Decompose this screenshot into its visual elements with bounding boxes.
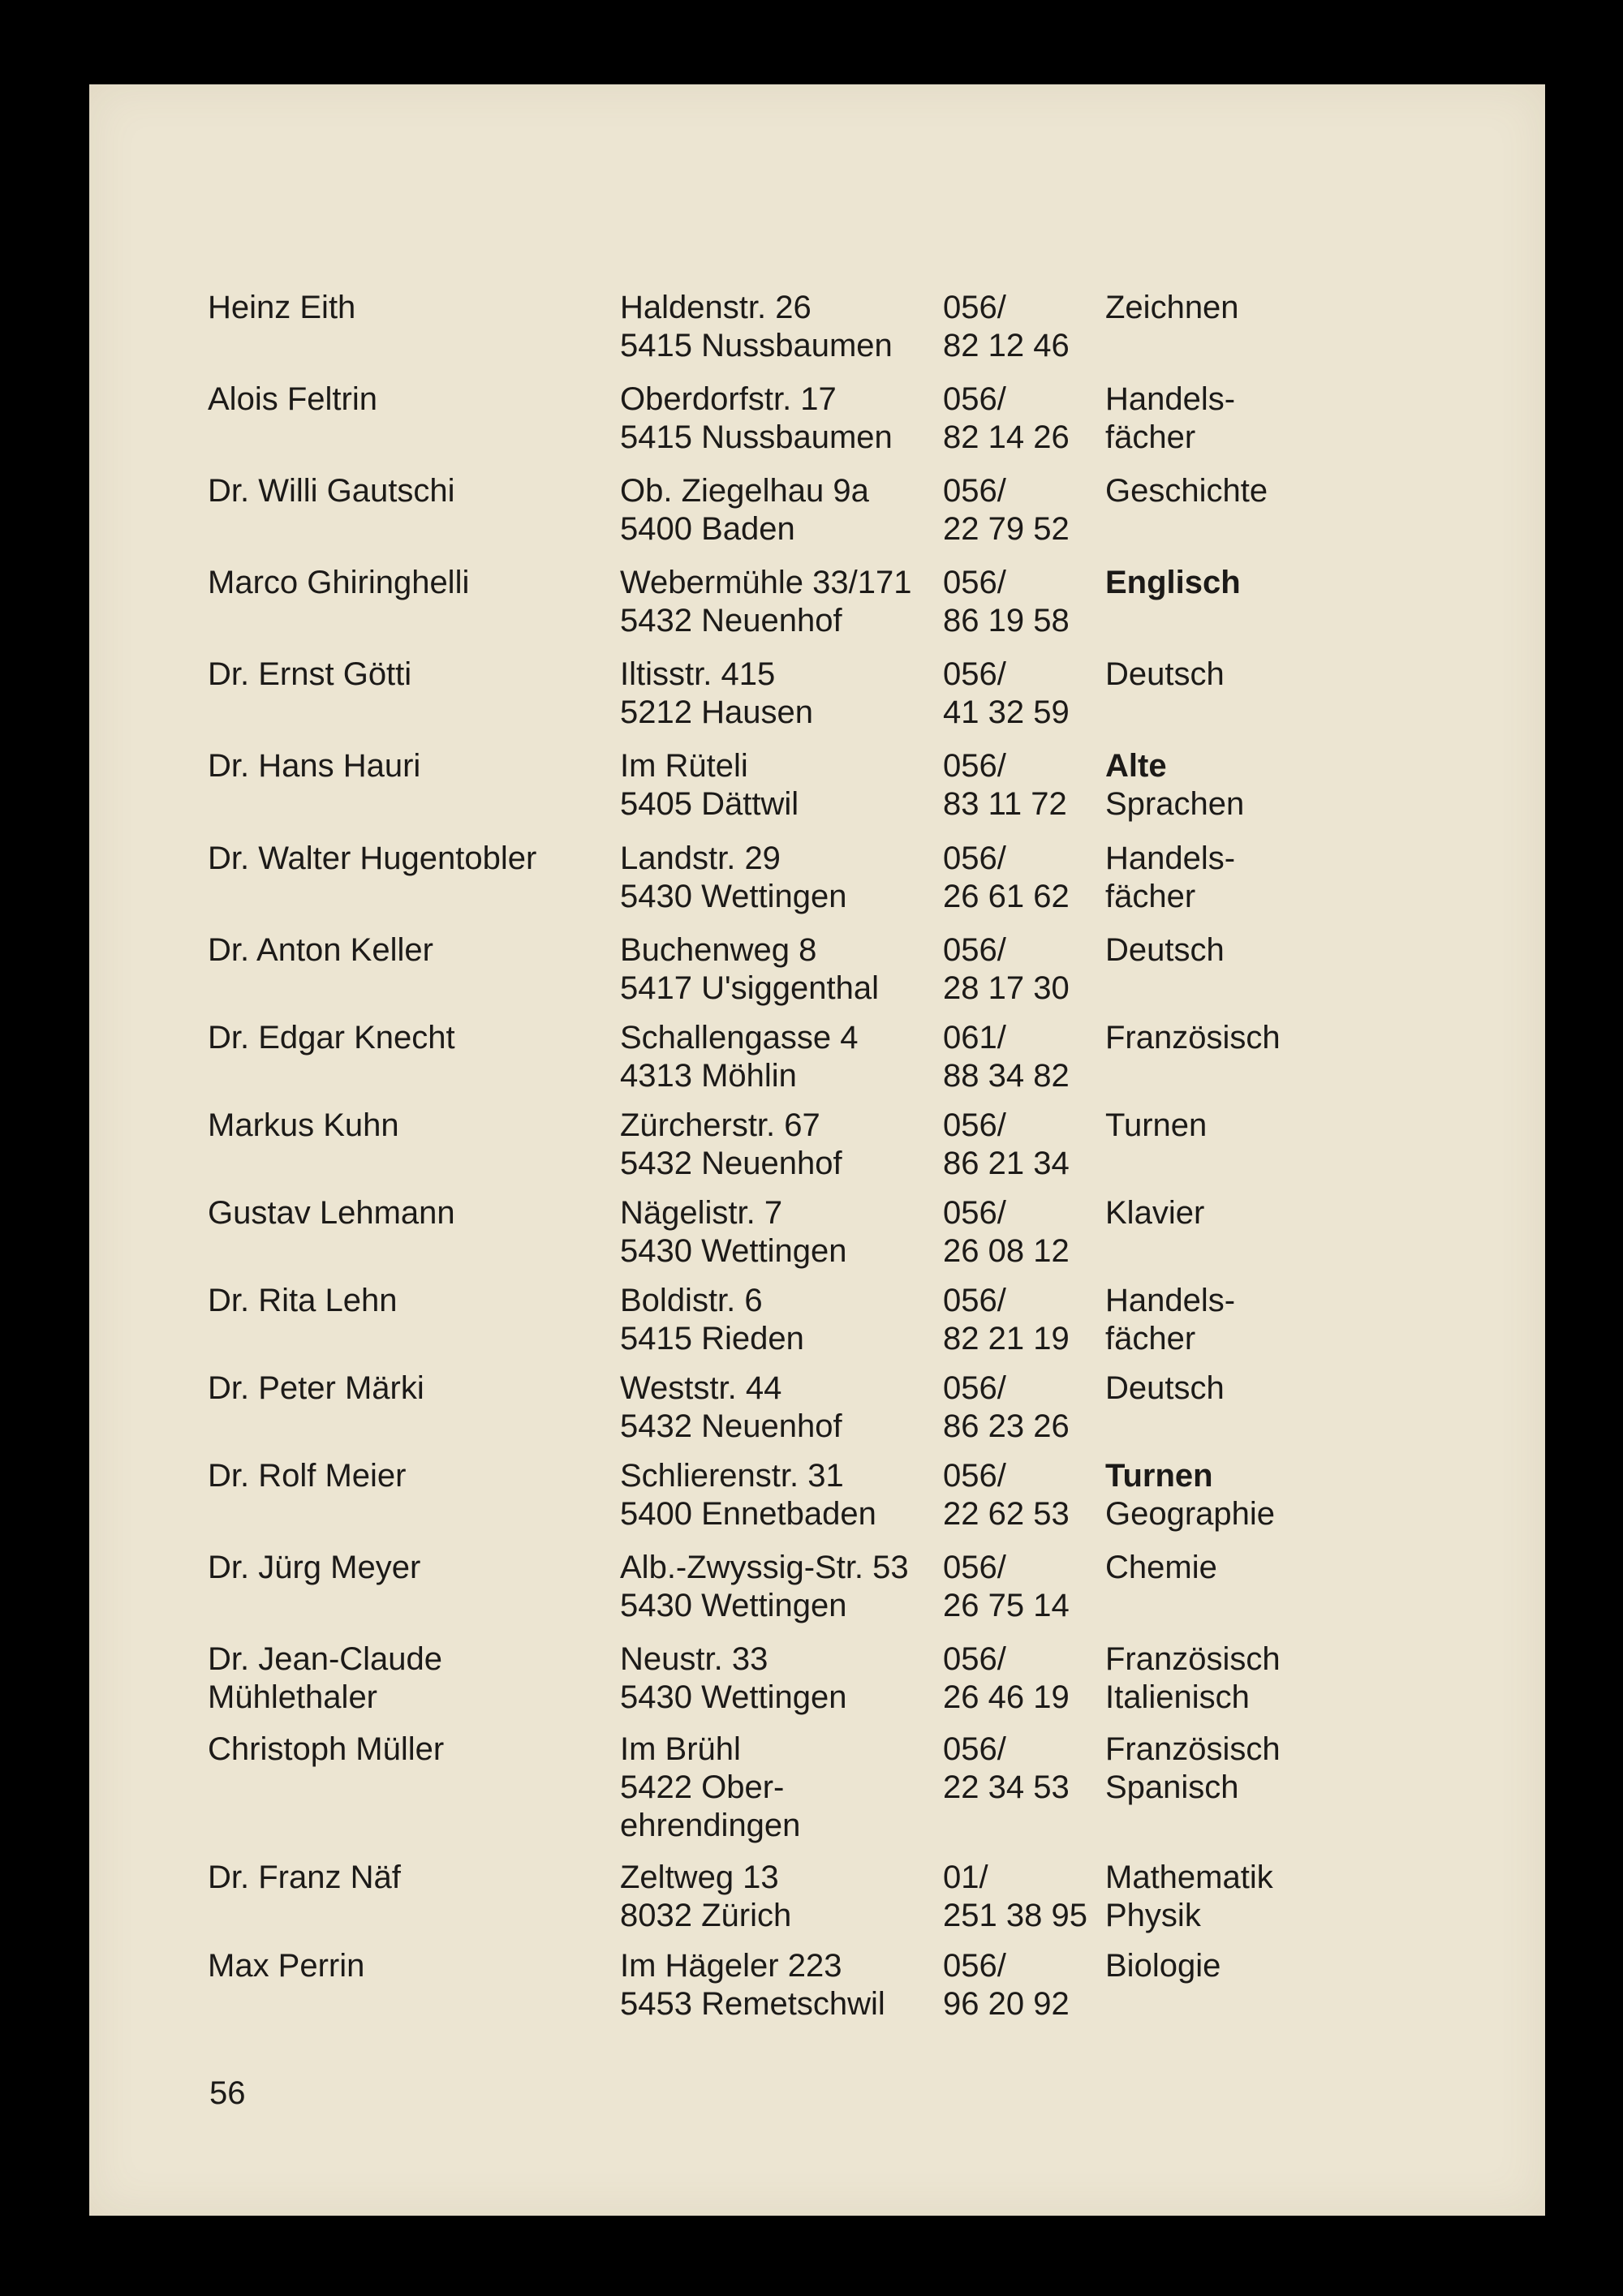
entry-address: [620, 1859, 791, 1935]
entry-phone-line: 056/: [943, 748, 1006, 784]
entry-subject-line: Sprachen: [1105, 786, 1245, 822]
entry-phone: [943, 747, 1067, 823]
entry-phone-line: 251 38 95: [943, 1898, 1087, 1933]
entry-phone-line: 056/: [943, 1370, 1006, 1406]
entry-phone-line: 82 14 26: [943, 419, 1070, 455]
entry-subject: [1105, 1107, 1207, 1145]
entry-address-line: Im Brühl: [620, 1731, 741, 1767]
entry-phone-line: 01/: [943, 1860, 988, 1895]
entry-subject-line: Französisch: [1105, 1731, 1281, 1767]
entry-name-line: Christoph Müller: [208, 1731, 445, 1767]
entry-phone-line: 056/: [943, 1107, 1006, 1143]
entry-address-line: Schlierenstr. 31: [620, 1458, 844, 1494]
entry-address-line: 8032 Zürich: [620, 1898, 792, 1933]
entry-name-line: Alois Feltrin: [208, 381, 377, 417]
entry-name-line: Dr. Jürg Meyer: [208, 1550, 421, 1585]
entry-phone-line: 056/: [943, 473, 1006, 509]
entry-address-line: 5417 U'siggenthal: [620, 970, 879, 1006]
entry-subject: [1105, 747, 1244, 823]
entry-name: [208, 1107, 399, 1145]
entry-subject-line: Handels-: [1105, 841, 1236, 876]
entry-phone-line: 056/: [943, 1283, 1006, 1318]
entry-name-line: Dr. Edgar Knecht: [208, 1020, 455, 1056]
entry-phone-line: 22 34 53: [943, 1769, 1070, 1805]
entry-subject: [1105, 1194, 1204, 1232]
entry-address-line: ehrendingen: [620, 1808, 801, 1843]
entry-address-line: Oberdorfstr. 17: [620, 381, 837, 417]
entry-name: [208, 1282, 397, 1320]
entry-subject-line: Physik: [1105, 1898, 1201, 1933]
entry-phone: [943, 1640, 1070, 1717]
entry-address-line: Webermühle 33/171: [620, 565, 912, 600]
entry-address-line: 5430 Wettingen: [620, 1588, 847, 1623]
entry-address-line: 5432 Neuenhof: [620, 1146, 842, 1181]
entry-address: [620, 1640, 846, 1717]
entry-subject-line: Deutsch: [1105, 1370, 1225, 1406]
entry-name: [208, 1369, 424, 1408]
entry-subject: [1105, 656, 1225, 694]
entry-subject-line: Geographie: [1105, 1496, 1276, 1532]
entry-phone-line: 056/: [943, 1641, 1006, 1677]
entry-subject: [1105, 1640, 1281, 1717]
entry-phone-line: 26 61 62: [943, 879, 1070, 914]
entry-address-line: 5430 Wettingen: [620, 1233, 847, 1269]
entry-name-line: Markus Kuhn: [208, 1107, 399, 1143]
entry-name-line: Marco Ghiringhelli: [208, 565, 470, 600]
entry-name: [208, 564, 469, 602]
entry-subject-line: Französisch: [1105, 1020, 1281, 1056]
entry-subject-line: Turnen: [1105, 1107, 1208, 1143]
entry-phone: [943, 840, 1070, 916]
entry-subject-line: Englisch: [1105, 565, 1241, 600]
entry-name-line: Gustav Lehmann: [208, 1195, 455, 1231]
entry-name-line: Dr. Rolf Meier: [208, 1458, 407, 1494]
entry-name: [208, 747, 420, 785]
entry-phone-line: 86 21 34: [943, 1146, 1070, 1181]
entry-phone-line: 056/: [943, 1731, 1006, 1767]
entry-name-line: Dr. Anton Keller: [208, 932, 433, 968]
entry-phone: [943, 564, 1070, 640]
entry-phone: [943, 1107, 1070, 1183]
entry-address-line: Schallengasse 4: [620, 1020, 859, 1056]
entry-phone-line: 056/: [943, 565, 1006, 600]
entry-phone-line: 056/: [943, 381, 1006, 417]
entry-phone-line: 83 11 72: [943, 786, 1067, 822]
entry-address: [620, 1282, 804, 1358]
entry-subject-line: fächer: [1105, 1321, 1196, 1357]
entry-address: [620, 1194, 846, 1271]
entry-name-line: Dr. Peter Märki: [208, 1370, 424, 1406]
entry-name: [208, 1640, 442, 1717]
entry-phone: [943, 656, 1070, 732]
entry-name-line: Mühlethaler: [208, 1679, 378, 1715]
entry-address: [620, 747, 799, 823]
entry-subject: [1105, 1019, 1281, 1057]
entry-phone: [943, 931, 1070, 1008]
entry-phone: [943, 1369, 1070, 1446]
entry-address: [620, 1731, 800, 1845]
entry-phone-line: 056/: [943, 1195, 1006, 1231]
entry-name-line: Max Perrin: [208, 1948, 365, 1984]
entry-subject: [1105, 1549, 1217, 1587]
entry-name: [208, 289, 355, 327]
entry-subject-line: Klavier: [1105, 1195, 1205, 1231]
entry-phone-line: 056/: [943, 656, 1006, 692]
entry-subject: [1105, 1282, 1235, 1358]
entry-address: [620, 656, 813, 732]
entry-phone: [943, 1859, 1087, 1935]
entry-name-line: Dr. Jean-Claude: [208, 1641, 443, 1677]
entry-address: [620, 381, 893, 457]
entry-name-line: Heinz Eith: [208, 290, 356, 325]
entry-subject-line: Spanisch: [1105, 1769, 1239, 1805]
entry-phone-line: 056/: [943, 290, 1006, 325]
entry-address: [620, 1457, 876, 1533]
entry-phone-line: 88 34 82: [943, 1058, 1070, 1094]
entry-subject: [1105, 931, 1225, 970]
entry-address-line: Weststr. 44: [620, 1370, 782, 1406]
entry-subject-line: Alte: [1105, 748, 1167, 784]
entry-name: [208, 931, 433, 970]
entry-phone: [943, 1282, 1070, 1358]
entry-phone: [943, 381, 1070, 457]
entry-phone-line: 96 20 92: [943, 1986, 1070, 2022]
entry-phone: [943, 1731, 1070, 1807]
entry-subject-line: Mathematik: [1105, 1860, 1273, 1895]
entry-phone-line: 056/: [943, 1458, 1006, 1494]
entry-address-line: Neustr. 33: [620, 1641, 768, 1677]
entry-subject: [1105, 564, 1241, 602]
entry-address-line: 5415 Rieden: [620, 1321, 804, 1357]
entry-subject: [1105, 1947, 1220, 1985]
entry-phone-line: 056/: [943, 841, 1006, 876]
entry-subject-line: fächer: [1105, 419, 1196, 455]
entry-phone: [943, 1457, 1070, 1533]
entry-subject: [1105, 1859, 1273, 1935]
entry-phone-line: 86 19 58: [943, 603, 1070, 638]
entry-address: [620, 1369, 842, 1446]
entry-address-line: 5422 Ober-: [620, 1769, 785, 1805]
entry-address: [620, 840, 846, 916]
entry-subject-line: Französisch: [1105, 1641, 1281, 1677]
entry-address-line: 5405 Dättwil: [620, 786, 799, 822]
entry-subject: [1105, 289, 1239, 327]
entry-address-line: Buchenweg 8: [620, 932, 817, 968]
entry-name: [208, 1731, 444, 1769]
entry-name: [208, 1457, 407, 1495]
entry-address-line: 5432 Neuenhof: [620, 603, 842, 638]
entry-address: [620, 1107, 842, 1183]
entry-subject-line: Deutsch: [1105, 656, 1225, 692]
entry-address-line: Ob. Ziegelhau 9a: [620, 473, 869, 509]
entry-name: [208, 1859, 401, 1897]
entry-address-line: 5400 Ennetbaden: [620, 1496, 876, 1532]
entry-subject-line: Chemie: [1105, 1550, 1217, 1585]
entry-address-line: Landstr. 29: [620, 841, 781, 876]
entry-address: [620, 1549, 909, 1625]
entry-phone-line: 061/: [943, 1020, 1006, 1056]
entry-address: [620, 931, 879, 1008]
entry-name: [208, 656, 411, 694]
entry-subject-line: Biologie: [1105, 1948, 1221, 1984]
entry-address-line: 5415 Nussbaumen: [620, 328, 893, 363]
entry-subject: [1105, 840, 1235, 916]
entry-subject: [1105, 1731, 1281, 1807]
entry-phone-line: 056/: [943, 932, 1006, 968]
entry-address-line: Nägelistr. 7: [620, 1195, 783, 1231]
entry-subject-line: Deutsch: [1105, 932, 1225, 968]
entry-phone-line: 86 23 26: [943, 1408, 1070, 1444]
entry-address-line: 5400 Baden: [620, 511, 795, 547]
entry-phone-line: 28 17 30: [943, 970, 1070, 1006]
entry-address-line: 4313 Möhlin: [620, 1058, 797, 1094]
entry-phone: [943, 1194, 1070, 1271]
entry-name-line: Dr. Walter Hugentobler: [208, 841, 537, 876]
entry-phone-line: 056/: [943, 1550, 1006, 1585]
directory-page: [89, 84, 1545, 2216]
entry-phone: [943, 289, 1070, 365]
entry-address-line: Zürcherstr. 67: [620, 1107, 820, 1143]
entry-subject-line: Zeichnen: [1105, 290, 1239, 325]
entry-address-line: Im Rüteli: [620, 748, 748, 784]
entry-name-line: Dr. Hans Hauri: [208, 748, 421, 784]
entry-phone-line: 26 08 12: [943, 1233, 1070, 1269]
entry-address-line: Haldenstr. 26: [620, 290, 812, 325]
page-number: 56: [209, 2075, 246, 2111]
entry-phone-line: 82 12 46: [943, 328, 1070, 363]
entry-name-line: Dr. Rita Lehn: [208, 1283, 398, 1318]
entry-subject: [1105, 472, 1268, 510]
entry-address-line: 5212 Hausen: [620, 694, 813, 730]
entry-address: [620, 289, 893, 365]
entry-address-line: Alb.-Zwyssig-Str. 53: [620, 1550, 909, 1585]
entry-address-line: 5415 Nussbaumen: [620, 419, 893, 455]
entry-name-line: Dr. Willi Gautschi: [208, 473, 455, 509]
entry-phone: [943, 472, 1070, 548]
entry-address: [620, 472, 869, 548]
entry-name: [208, 1947, 364, 1985]
entry-name-line: Dr. Ernst Götti: [208, 656, 412, 692]
entry-phone-line: 056/: [943, 1948, 1006, 1984]
entry-address-line: 5430 Wettingen: [620, 1679, 847, 1715]
entry-address: [620, 1019, 859, 1095]
entry-subject-line: Handels-: [1105, 1283, 1236, 1318]
entry-phone-line: 41 32 59: [943, 694, 1070, 730]
entry-address-line: Boldistr. 6: [620, 1283, 763, 1318]
entry-subject: [1105, 1457, 1275, 1533]
entry-address: [620, 1947, 885, 2023]
entry-phone: [943, 1019, 1070, 1095]
entry-address: [620, 564, 912, 640]
entry-subject-line: Turnen: [1105, 1458, 1213, 1494]
entry-subject-line: Geschichte: [1105, 473, 1268, 509]
entry-phone: [943, 1549, 1070, 1625]
entry-subject-line: fächer: [1105, 879, 1196, 914]
entry-phone-line: 26 46 19: [943, 1679, 1070, 1715]
entry-subject-line: Italienisch: [1105, 1679, 1250, 1715]
entry-address-line: 5453 Remetschwil: [620, 1986, 885, 2022]
entry-phone-line: 22 62 53: [943, 1496, 1070, 1532]
entry-name: [208, 1549, 420, 1587]
entry-address-line: 5432 Neuenhof: [620, 1408, 842, 1444]
entry-address-line: 5430 Wettingen: [620, 879, 847, 914]
entry-address-line: Zeltweg 13: [620, 1860, 779, 1895]
entry-name: [208, 472, 455, 510]
entry-phone-line: 22 79 52: [943, 511, 1070, 547]
entry-subject-line: Handels-: [1105, 381, 1236, 417]
entry-name-line: Dr. Franz Näf: [208, 1860, 401, 1895]
entry-phone: [943, 1947, 1070, 2023]
entry-name: [208, 381, 377, 419]
entry-phone-line: 82 21 19: [943, 1321, 1070, 1357]
entry-name: [208, 840, 536, 878]
entry-subject: [1105, 1369, 1225, 1408]
entry-name: [208, 1194, 455, 1232]
entry-address-line: Im Hägeler 223: [620, 1948, 842, 1984]
entry-address-line: Iltisstr. 415: [620, 656, 776, 692]
entry-phone-line: 26 75 14: [943, 1588, 1070, 1623]
entry-name: [208, 1019, 455, 1057]
entry-subject: [1105, 381, 1235, 457]
